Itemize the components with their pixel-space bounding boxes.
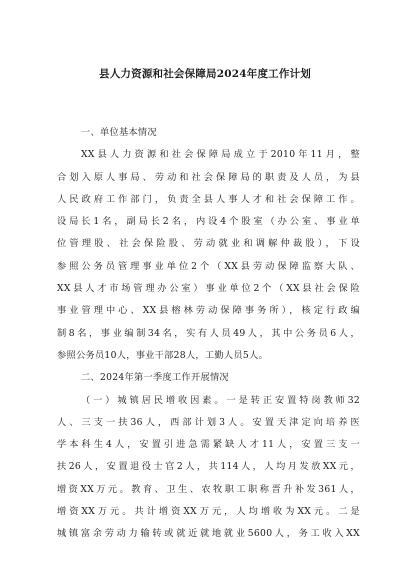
paragraph-line: 人、三支一扶36人，西部计划3人。安置天津定向培养医 [57, 416, 360, 428]
paragraph-line: XX县人才市场管理办公室）事业单位2个（XX县社会保险 [57, 283, 360, 295]
paragraph-line: （一）城镇居民增收因素。一是转正安置特岗教师32 [81, 394, 360, 406]
document-title: 县人力资源和社会保障局2024年度工作计划 [99, 68, 311, 80]
paragraph-line: 事业管理中心、XX县榕林劳动保障事务所），核定行政编 [57, 305, 360, 317]
paragraph-line: XX县人力资源和社会保障局成立于2010年11月，整 [81, 149, 360, 161]
paragraph-line: 增资XX万元。共计增资XX万元，人均增收为XX元。二是 [57, 506, 360, 518]
section-heading-2: 二、2024年第一季度工作开展情况 [81, 372, 229, 384]
paragraph-line: 合划入原人事局、劳动和社会保障局的职责及人员，为县 [57, 171, 360, 183]
paragraph-line: 城镇富余劳动力输转或就近就地就业5600人，务工收入XX [57, 528, 360, 540]
paragraph-line: 设局长1名，副局长2名，内设4个股室（办公室、事业单 [57, 216, 360, 228]
paragraph-line: 增资XX万元。教育、卫生、农牧职工职称晋升补发361人， [57, 483, 360, 495]
document-body [57, 122, 360, 546]
paragraph-line: 参照公务员管理事业单位2个（XX县劳动保障监察大队、 [57, 260, 360, 272]
paragraph-line: 参照公务员10人，事业干部28人，工勤人员5人。 [57, 349, 268, 361]
paragraph-line: 人民政府工作部门，负责全县人事人才和社会保障工作。 [57, 193, 360, 205]
paragraph-line: 位管理股、社会保险股、劳动就业和调解仲裁股），下设 [57, 238, 360, 250]
paragraph-line: 制8名，事业编制34名，实有人员49人，其中公务员6人， [57, 327, 360, 339]
paragraph-line: 扶26人，安置退役士官2人，共114人，人均月发放XX元， [57, 461, 360, 473]
section-heading-1: 一、单位基本情况 [81, 127, 157, 138]
paragraph-line: 学本科生4人，安置引进急需紧缺人才11人，安置三支一 [57, 439, 360, 451]
